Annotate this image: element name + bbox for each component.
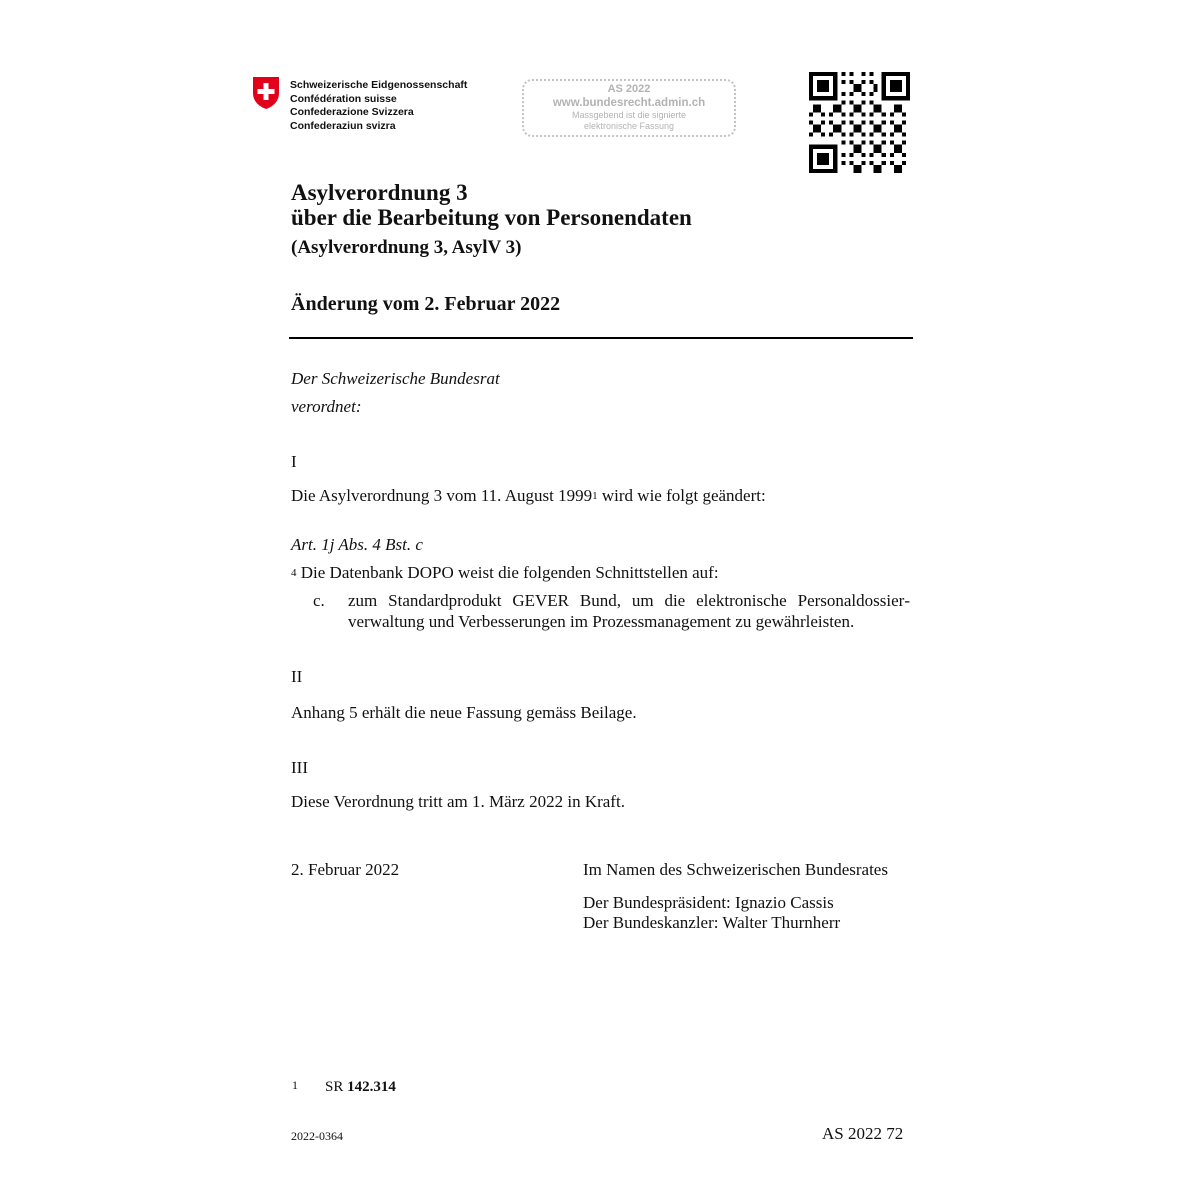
issuer-line-it: Confederazione Svizzera bbox=[290, 106, 414, 118]
title-line-2: über die Bearbeitung von Personendaten bbox=[291, 205, 692, 230]
issuer-line-fr: Confédération suisse bbox=[290, 92, 397, 105]
list-item-letter: c. bbox=[313, 591, 325, 610]
document-number: 2022-0364 bbox=[291, 1129, 343, 1143]
footnote-marker[interactable]: 1 bbox=[592, 490, 598, 502]
signature-date: 2. Februar 2022 bbox=[291, 860, 400, 879]
stamp-line-1: AS 2022 bbox=[607, 83, 651, 95]
footnote-sr-number: 142.314 bbox=[347, 1079, 396, 1095]
amendment-date: Änderung vom 2. Februar 2022 bbox=[291, 293, 561, 315]
intro-text-end: wird wie folgt geändert: bbox=[597, 486, 766, 505]
document-title bbox=[291, 180, 692, 230]
issuer-line-de: Schweizerische Eidgenossenschaft bbox=[290, 79, 468, 91]
paragraph-number: 4 bbox=[291, 567, 297, 579]
footnote-prefix: SR bbox=[325, 1079, 348, 1095]
swiss-cross-icon bbox=[251, 75, 281, 111]
section-numeral-3: III bbox=[291, 758, 308, 777]
enacting-verb: verordnet: bbox=[291, 397, 362, 416]
paragraph-text: Die Datenbank DOPO weist die folgenden Schnittstellen auf: bbox=[296, 563, 719, 582]
section-numeral-2: II bbox=[291, 667, 303, 686]
issuer-block bbox=[290, 79, 467, 133]
footnote-text bbox=[325, 1079, 396, 1096]
article-reference: Art. 1j Abs. 4 Bst. c bbox=[291, 535, 423, 554]
qr-code-icon bbox=[809, 72, 910, 173]
official-compilation-reference: AS 2022 72 bbox=[822, 1124, 904, 1143]
stamp-line-3: Massgebend ist die signierte bbox=[571, 110, 687, 120]
section-2-text: Anhang 5 erhält die neue Fassung gemäss Beilage. bbox=[291, 703, 637, 722]
signature-on-behalf: Im Namen des Schweizerischen Bundesrates bbox=[583, 860, 888, 879]
issuing-authority: Der Schweizerische Bundesrat bbox=[291, 369, 500, 388]
signature-president: Der Bundespräsident: Ignazio Cassis bbox=[583, 893, 834, 912]
title-line-1: Asylverordnung 3 bbox=[291, 180, 468, 205]
footnote-number: 1 bbox=[292, 1078, 298, 1092]
title-divider bbox=[289, 337, 913, 339]
intro-text: Die Asylverordnung 3 vom 11. August 1999 bbox=[291, 486, 593, 505]
stamp-line-4: elektronische Fassung bbox=[583, 121, 675, 131]
section-3-text: Diese Verordnung tritt am 1. März 2022 in Kraft. bbox=[291, 792, 625, 811]
paragraph-4 bbox=[291, 562, 719, 583]
stamp-line-2: www.bundesrecht.admin.ch bbox=[552, 97, 706, 109]
section-1-intro bbox=[291, 485, 766, 506]
section-numeral-1: I bbox=[291, 452, 297, 471]
publication-stamp bbox=[522, 79, 736, 137]
short-title: (Asylverordnung 3, AsylV 3) bbox=[291, 237, 522, 258]
list-item-text: zum Standardprodukt GEVER Bund, um die elektronische Personaldossierverwaltung und Verbesserungen im Prozessmanagement zu gewährleisten. bbox=[348, 591, 910, 631]
signature-chancellor: Der Bundeskanzler: Walter Thurnherr bbox=[583, 913, 841, 932]
issuer-line-rm: Confederaziun svizra bbox=[290, 119, 396, 132]
